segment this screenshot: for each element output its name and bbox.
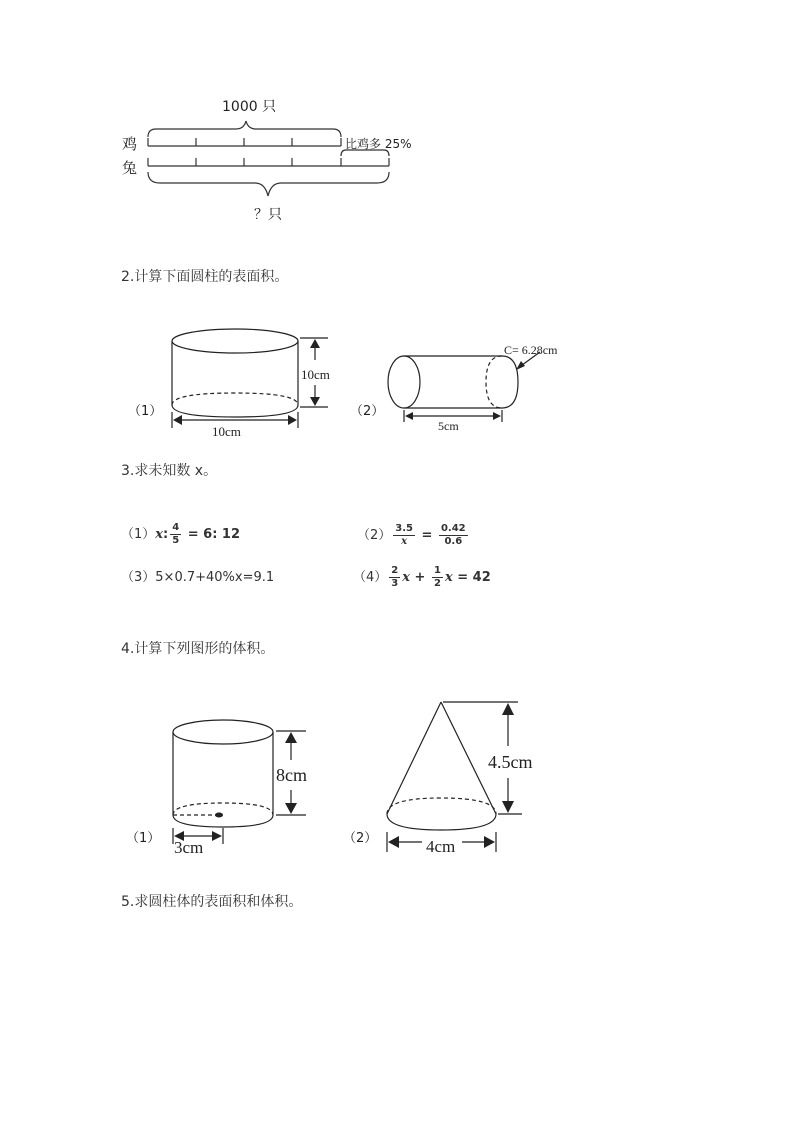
- unknown-count-label: ？只: [254, 207, 282, 223]
- fraction: $\frac{3.5}{x}$: [395, 523, 413, 547]
- extra-percent-label: 比鸡多 25%: [345, 137, 412, 151]
- q4-fig1-number: （1）: [126, 831, 161, 846]
- q2-fig2-number: （2）: [350, 404, 385, 419]
- question-5-title: 5.求圆柱体的表面积和体积。: [121, 894, 303, 910]
- q4-fig1-radius-label: 3cm: [174, 838, 204, 857]
- q4-fig1-height-label: 8cm: [276, 765, 307, 785]
- question-3-title: 3.求未知数 x。: [121, 463, 218, 479]
- q4-fig2-height-label: 4.5cm: [488, 752, 533, 772]
- equation-4: （4） $\frac{2}{3}$ x + $\frac{1}{2}$ x = 42: [353, 565, 491, 589]
- chicken-label: 鸡: [122, 135, 138, 153]
- question-4-title: 4.计算下列图形的体积。: [121, 641, 275, 657]
- q2-fig2-length-label: 5cm: [438, 419, 459, 433]
- equation-2-number: （2）: [357, 528, 392, 543]
- fraction: $\frac{4}{5}$: [172, 522, 180, 546]
- equation-3-number: （3）: [121, 570, 156, 585]
- equation-3: （3）5×0.7+40%x=9.1: [121, 570, 275, 585]
- rabbit-label: 兔: [122, 159, 138, 177]
- q2-fig1-number: （1）: [128, 404, 163, 419]
- q2-fig1-height-label: 10cm: [301, 367, 330, 382]
- fraction: $\frac{0.42}{0.6}$: [440, 523, 466, 547]
- equation-4-number: （4）: [353, 570, 388, 585]
- q4-fig2-diameter-label: 4cm: [426, 837, 456, 856]
- equation-1-number: （1）: [121, 527, 156, 542]
- equation-2: （2） $\frac{3.5}{x}$ = $\frac{0.42}{0.6}$: [357, 523, 466, 547]
- fraction: $\frac{1}{2}$: [433, 565, 441, 589]
- q4-fig2-number: （2）: [343, 831, 378, 846]
- q2-fig2-circumference-label: C= 6.28cm: [504, 343, 558, 357]
- equation-1: （1）x: $\frac{4}{5}$ = 6: 12: [121, 522, 241, 546]
- fraction: $\frac{2}{3}$: [391, 565, 399, 589]
- q2-fig1-diameter-label: 10cm: [212, 424, 241, 439]
- question-2-title: 2.计算下面圆柱的表面积。: [121, 269, 289, 285]
- top-count-label: 1000 只: [222, 99, 277, 115]
